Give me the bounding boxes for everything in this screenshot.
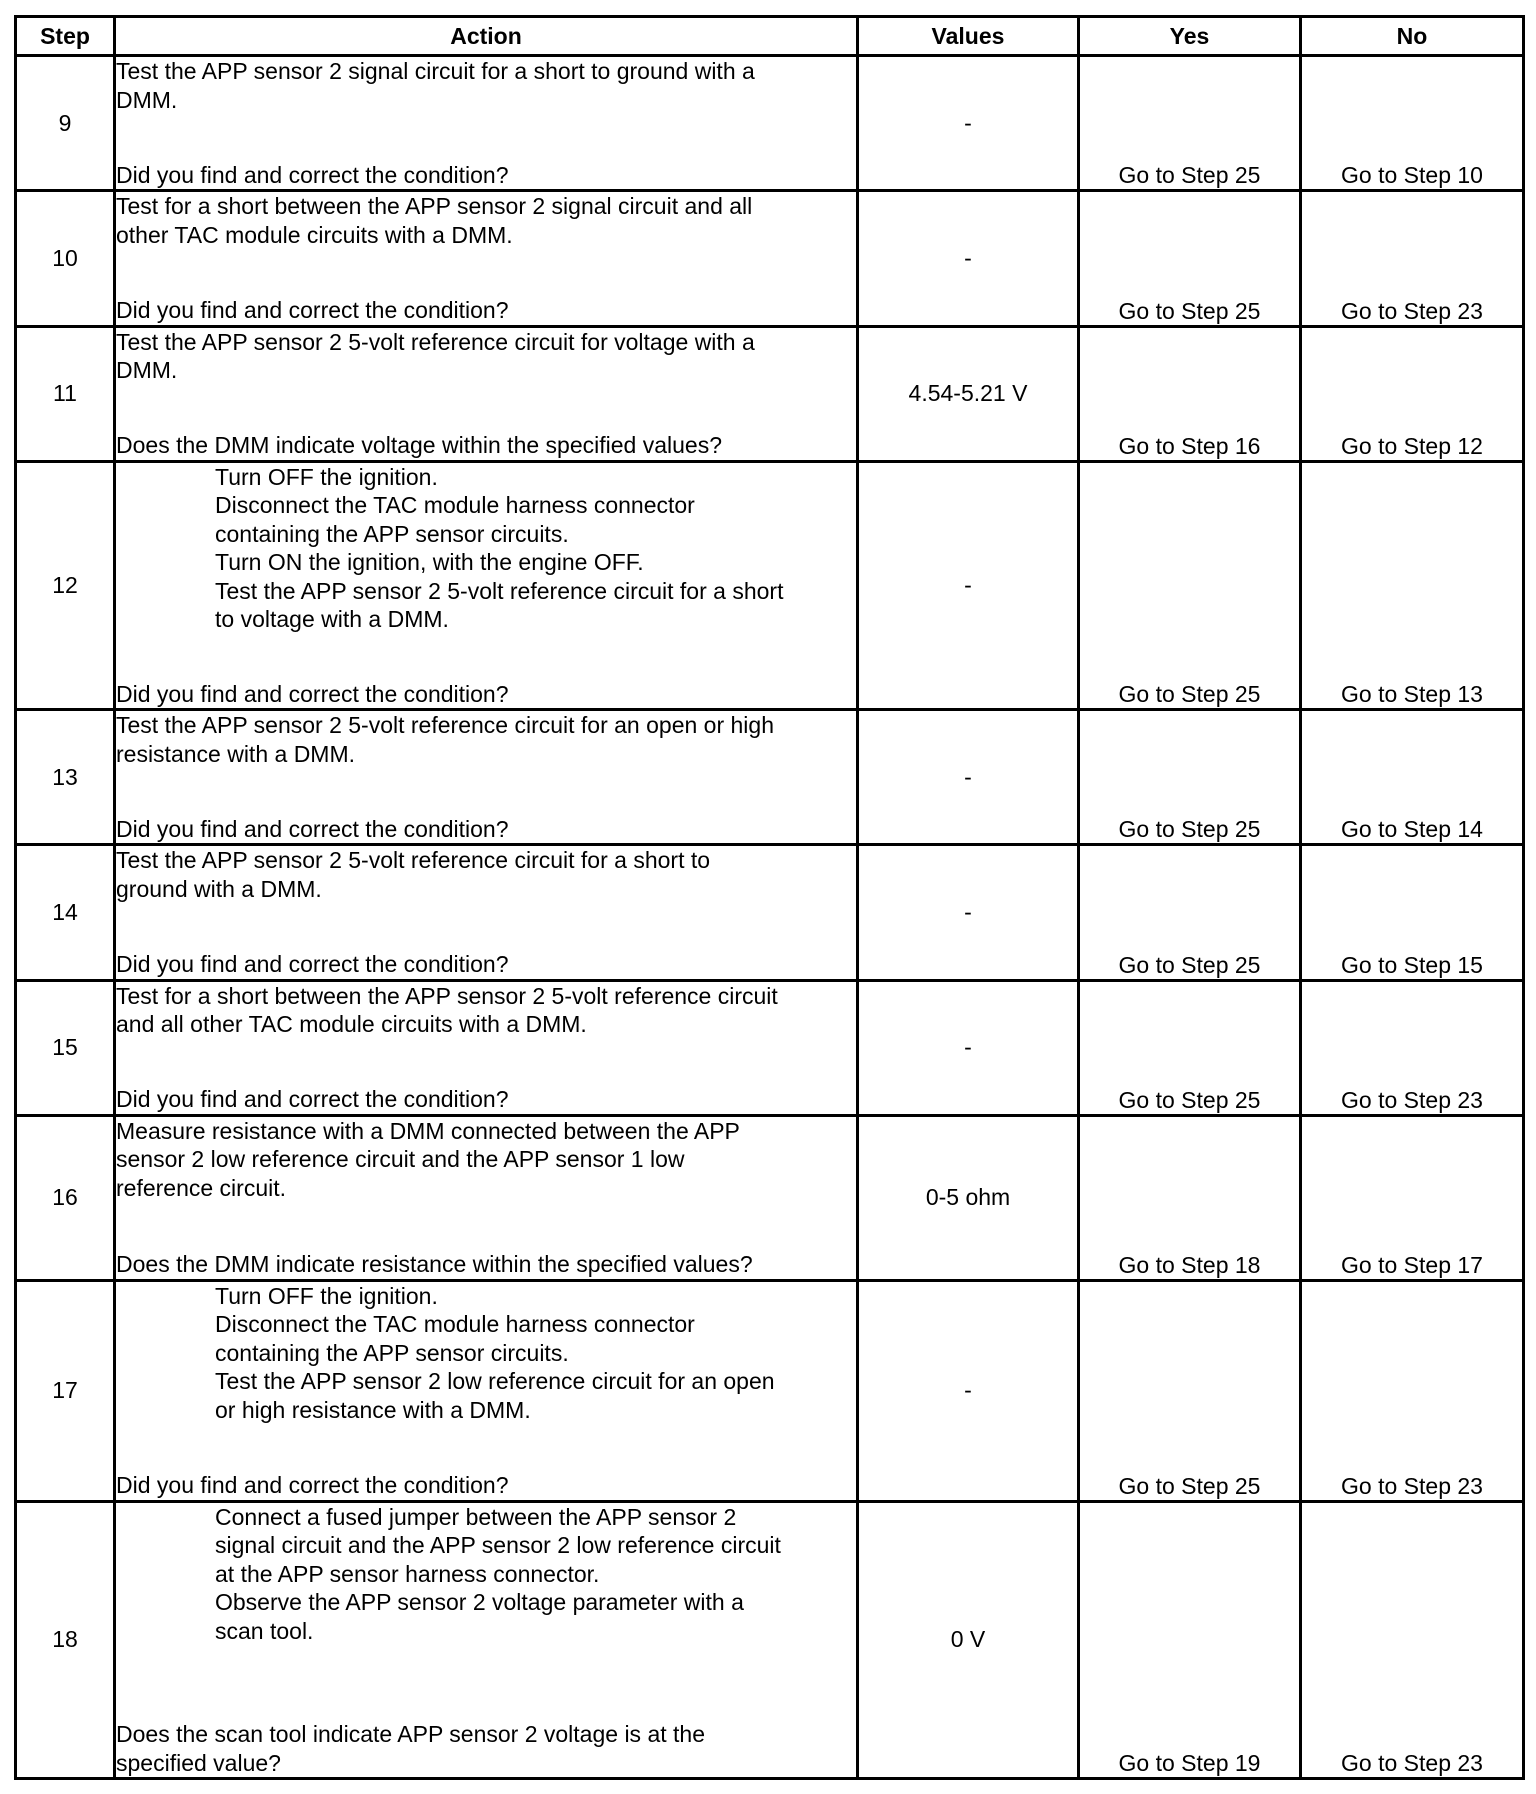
action-substep-text: Turn ON the ignition, with the engine OFF. — [215, 549, 644, 576]
values-cell: 0 V — [858, 1501, 1079, 1778]
action-question — [116, 1720, 856, 1777]
action-substep-text: Observe the APP sensor 2 voltage parameter with a — [215, 1589, 744, 1616]
action-cell — [115, 56, 858, 191]
action-cell — [115, 1115, 858, 1280]
action-substep-text: Disconnect the TAC module harness connector — [215, 492, 695, 519]
header-no: No — [1301, 17, 1524, 56]
action-cell — [115, 1280, 858, 1501]
no-cell: Go to Step 17 — [1301, 1115, 1524, 1280]
action-question — [116, 296, 856, 325]
action-instructions — [116, 463, 856, 634]
action-substep-text: Turn OFF the ignition. — [215, 463, 438, 490]
no-cell: Go to Step 15 — [1301, 845, 1524, 980]
table-row — [16, 191, 1524, 326]
table-row — [16, 461, 1524, 709]
action-question — [116, 950, 856, 979]
action-instructions — [116, 192, 856, 249]
action-substep-text: Test the APP sensor 2 low reference circuit for an open — [215, 1368, 775, 1395]
action-substep-text: Disconnect the TAC module harness connector — [215, 1311, 695, 1338]
yes-cell: Go to Step 25 — [1079, 56, 1301, 191]
action-content — [116, 1117, 856, 1279]
action-content — [116, 711, 856, 843]
table-row — [16, 845, 1524, 980]
action-content — [116, 846, 856, 978]
question-text: Did you find and correct the condition? — [116, 161, 509, 188]
action-substep-text: containing the APP sensor circuits. — [215, 520, 569, 547]
action-substep-text: at the APP sensor harness connector. — [215, 1560, 600, 1587]
action-cell — [115, 461, 858, 709]
action-content — [116, 1282, 856, 1500]
values-cell: - — [858, 191, 1079, 326]
action-instructions — [116, 711, 856, 768]
action-text: sensor 2 low reference circuit and the APP sensor 1 low — [116, 1146, 685, 1173]
table-row — [16, 56, 1524, 191]
values-cell: - — [858, 980, 1079, 1115]
action-substep-text: scan tool. — [215, 1617, 314, 1644]
question-text: Does the DMM indicate voltage within the specified values? — [116, 432, 722, 459]
yes-cell: Go to Step 16 — [1079, 326, 1301, 461]
action-question — [116, 1250, 856, 1279]
action-text: Test for a short between the APP sensor 2 5-volt reference circuit — [116, 982, 778, 1009]
action-content — [116, 1503, 856, 1777]
action-text: DMM. — [116, 357, 178, 384]
action-cell — [115, 326, 858, 461]
header-values: Values — [858, 17, 1079, 56]
action-instructions — [116, 1117, 856, 1203]
action-text: other TAC module circuits with a DMM. — [116, 221, 513, 248]
action-text: Test the APP sensor 2 signal circuit for a short to ground with a — [116, 58, 755, 84]
question-text: Does the DMM indicate resistance within the specified values? — [116, 1251, 753, 1278]
action-instructions — [116, 57, 856, 114]
action-text: Test for a short between the APP sensor 2 signal circuit and all — [116, 193, 753, 220]
yes-cell: Go to Step 25 — [1079, 1280, 1301, 1501]
no-cell: Go to Step 13 — [1301, 461, 1524, 709]
values-cell: 4.54-5.21 V — [858, 326, 1079, 461]
step-number: 16 — [16, 1115, 115, 1280]
action-question — [116, 680, 856, 709]
question-text: Did you find and correct the condition? — [116, 951, 509, 978]
step-number: 13 — [16, 710, 115, 845]
action-cell — [115, 980, 858, 1115]
action-question — [116, 431, 856, 460]
values-cell: - — [858, 710, 1079, 845]
table-row — [16, 1280, 1524, 1501]
action-instructions — [116, 846, 856, 903]
action-content — [116, 192, 856, 324]
no-cell: Go to Step 12 — [1301, 326, 1524, 461]
no-cell: Go to Step 23 — [1301, 980, 1524, 1115]
question-text: Did you find and correct the condition? — [116, 297, 509, 324]
yes-cell: Go to Step 25 — [1079, 710, 1301, 845]
action-instructions — [116, 328, 856, 385]
yes-cell: Go to Step 18 — [1079, 1115, 1301, 1280]
question-text: Does the scan tool indicate APP sensor 2 voltage is at the — [116, 1721, 705, 1747]
action-cell — [115, 845, 858, 980]
action-instructions — [116, 1503, 856, 1646]
no-cell: Go to Step 23 — [1301, 1280, 1524, 1501]
action-substep-text: or high resistance with a DMM. — [215, 1396, 531, 1423]
action-content — [116, 328, 856, 460]
action-cell — [115, 710, 858, 845]
action-text: ground with a DMM. — [116, 875, 322, 902]
action-substep-text: to voltage with a DMM. — [215, 606, 449, 633]
values-cell: - — [858, 845, 1079, 980]
question-text: Did you find and correct the condition? — [116, 815, 509, 842]
action-question — [116, 815, 856, 844]
action-substep-text: signal circuit and the APP sensor 2 low reference circuit — [215, 1532, 781, 1559]
step-number: 17 — [16, 1280, 115, 1501]
yes-cell: Go to Step 25 — [1079, 461, 1301, 709]
header-step: Step — [16, 17, 115, 56]
question-text: Did you find and correct the condition? — [116, 680, 509, 707]
step-number: 15 — [16, 980, 115, 1115]
step-number: 9 — [16, 56, 115, 191]
no-cell: Go to Step 14 — [1301, 710, 1524, 845]
question-text: Did you find and correct the condition? — [116, 1086, 509, 1113]
action-substep-text: containing the APP sensor circuits. — [215, 1339, 569, 1366]
values-cell: - — [858, 56, 1079, 191]
step-number: 11 — [16, 326, 115, 461]
action-content — [116, 57, 856, 189]
action-substep-text: Turn OFF the ignition. — [215, 1282, 438, 1309]
no-cell: Go to Step 23 — [1301, 1501, 1524, 1778]
values-cell: - — [858, 461, 1079, 709]
action-question — [116, 1471, 856, 1500]
diagnostic-steps-table — [14, 15, 1525, 1780]
action-substep-text: Connect a fused jumper between the APP sensor 2 — [215, 1503, 737, 1530]
table-row — [16, 710, 1524, 845]
table-row — [16, 326, 1524, 461]
action-text: Test the APP sensor 2 5-volt reference circuit for an open or high — [116, 712, 774, 738]
table-row — [16, 1501, 1524, 1778]
yes-cell: Go to Step 25 — [1079, 845, 1301, 980]
header-yes: Yes — [1079, 17, 1301, 56]
no-cell: Go to Step 23 — [1301, 191, 1524, 326]
action-substep-text: Test the APP sensor 2 5-volt reference circuit for a short — [215, 577, 784, 604]
step-number: 10 — [16, 191, 115, 326]
no-cell: Go to Step 10 — [1301, 56, 1524, 191]
values-cell: 0-5 ohm — [858, 1115, 1079, 1280]
action-cell — [115, 191, 858, 326]
action-text: DMM. — [116, 86, 178, 113]
action-text: Test the APP sensor 2 5-volt reference circuit for voltage with a — [116, 328, 755, 355]
action-text: reference circuit. — [116, 1174, 287, 1201]
yes-cell: Go to Step 25 — [1079, 980, 1301, 1115]
action-content — [116, 463, 856, 708]
yes-cell: Go to Step 25 — [1079, 191, 1301, 326]
action-text: Test the APP sensor 2 5-volt reference circuit for a short to — [116, 847, 711, 874]
step-number: 18 — [16, 1501, 115, 1778]
question-text: Did you find and correct the condition? — [116, 1472, 509, 1499]
table-row — [16, 1115, 1524, 1280]
action-text: resistance with a DMM. — [116, 740, 356, 767]
yes-cell: Go to Step 19 — [1079, 1501, 1301, 1778]
action-question — [116, 161, 856, 190]
action-instructions — [116, 982, 856, 1039]
action-question — [116, 1085, 856, 1114]
values-cell: - — [858, 1280, 1079, 1501]
action-cell — [115, 1501, 858, 1778]
step-number: 12 — [16, 461, 115, 709]
action-text: and all other TAC module circuits with a DMM. — [116, 1011, 587, 1038]
action-text: Measure resistance with a DMM connected between the APP — [116, 1117, 740, 1144]
table-row — [16, 980, 1524, 1115]
action-content — [116, 982, 856, 1114]
action-instructions — [116, 1282, 856, 1425]
question-text: specified value? — [116, 1749, 281, 1776]
table-header-row — [16, 17, 1524, 56]
header-action: Action — [115, 17, 858, 56]
table-body — [16, 56, 1524, 1779]
step-number: 14 — [16, 845, 115, 980]
